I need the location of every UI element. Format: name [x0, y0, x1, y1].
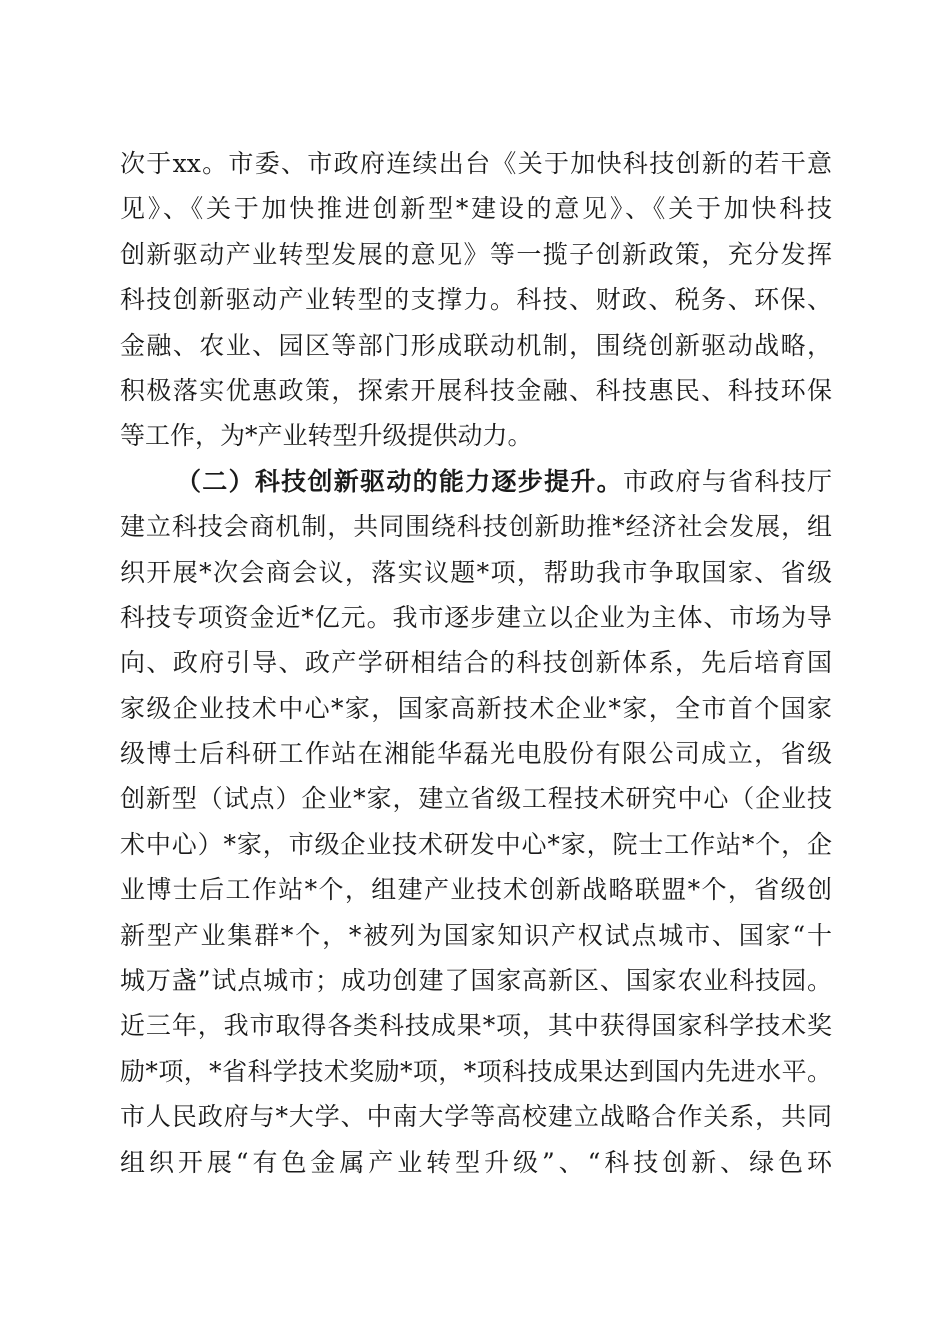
text-line: 励*项，*省科学技术奖励*项，*项科技成果达到国内先进水平。	[120, 1056, 832, 1086]
text-line: 见》、《关于加快推进创新型*建设的意见》、《关于加快科技	[120, 194, 832, 224]
text-line: 科技创新驱动产业转型的支撑力。科技、财政、税务、环保、	[120, 285, 832, 315]
body-text	[120, 141, 832, 1185]
text-line: 金融、农业、园区等部门形成联动机制，围绕创新驱动战略，	[120, 330, 832, 360]
text-line: 向、政府引导、政产学研相结合的科技创新体系，先后培育国	[120, 648, 832, 678]
text-line: 新型产业集群*个，*被列为国家知识产权试点城市、国家“十	[120, 920, 832, 950]
text-line: 家级企业技术中心*家，国家高新技术企业*家，全市首个国家	[120, 693, 832, 723]
section-heading-line	[120, 459, 832, 504]
text-line: 级博士后科研工作站在湘能华磊光电股份有限公司成立，省级	[120, 739, 832, 769]
heading-line-rest: 市政府与省科技厅	[622, 466, 832, 496]
text-line: 建立科技会商机制，共同围绕科技创新助推*经济社会发展，组	[120, 512, 832, 542]
text-line: 创新驱动产业转型发展的意见》等一揽子创新政策，充分发挥	[120, 239, 832, 269]
text-line: 织开展*次会商会议，落实议题*项，帮助我市争取国家、省级	[120, 557, 832, 587]
text-line: 组织开展“有色金属产业转型升级”、“科技创新、绿色环	[120, 1147, 832, 1177]
text-line: 市人民政府与*大学、中南大学等高校建立战略合作关系，共同	[120, 1102, 832, 1132]
text-line: 次于xx。市委、市政府连续出台《关于加快科技创新的若干意	[120, 149, 832, 178]
text-line: 创新型（试点）企业*家，建立省级工程技术研究中心（企业技	[120, 784, 832, 814]
text-line: 城万盏”试点城市；成功创建了国家高新区、国家农业科技园。	[120, 966, 832, 996]
text-line: 等工作，为*产业转型升级提供动力。	[120, 421, 533, 451]
section-heading: （二）科技创新驱动的能力逐步提升。	[176, 466, 623, 496]
paragraph-capability	[120, 459, 832, 1185]
text-line: 近三年，我市取得各类科技成果*项，其中获得国家科学技术奖	[120, 1011, 832, 1041]
text-line: 科技专项资金近*亿元。我市逐步建立以企业为主体、市场为导	[120, 602, 832, 632]
text-line: 术中心）*家，市级企业技术研发中心*家，院士工作站*个，企	[120, 829, 832, 859]
text-line: 积极落实优惠政策，探索开展科技金融、科技惠民、科技环保	[120, 375, 832, 405]
text-line: 业博士后工作站*个，组建产业技术创新战略联盟*个，省级创	[120, 875, 832, 905]
paragraph-policy	[120, 141, 832, 459]
